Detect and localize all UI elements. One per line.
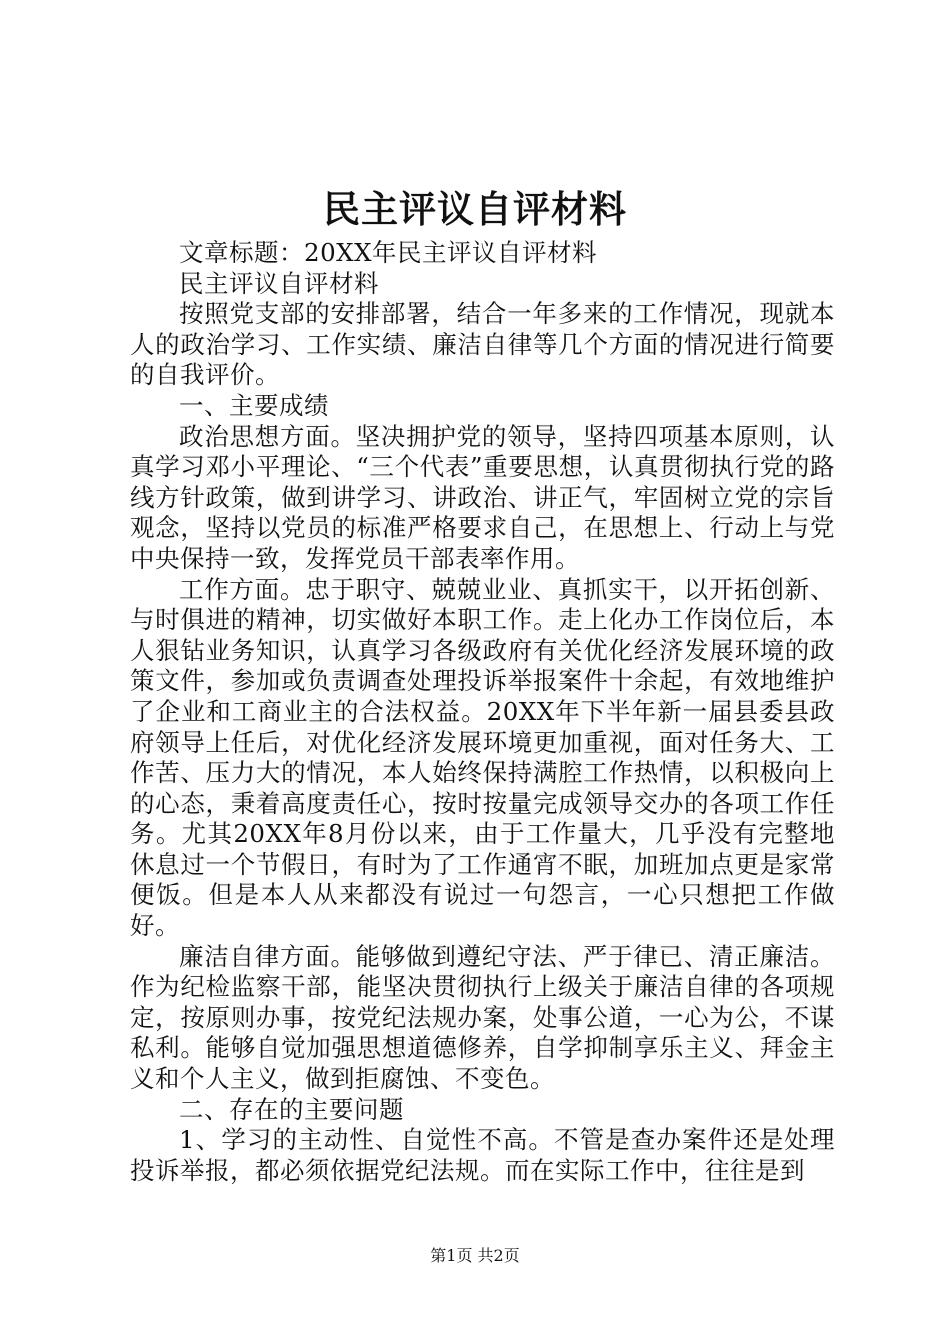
section-heading-achievements: 一、主要成绩: [179, 390, 329, 420]
work-paragraph: 工作方面。忠于职守、兢兢业业、真抓实干，以开拓创新、与时俱进的精神，切实做好本职工作。走上化办工作岗位后，本人狠钻业务知识，认真学习各级政府有关优化经济发展环境的政策文件，参加或负责调查处理投诉举报案件十余起，有效地维护了企业和工商业主的合法权益。20XX年下半年新一届县委县政府领导上任后，对优化经济发展环境更加重视，面对任务大、工作苦、压力大的情况，本人始终保持满腔工作热情，以积极向上的心态，秉着高度责任心，按时按量完成领导交办的各项工作任务。尤其20XX年8月份以来，由于工作量大，几乎没有完整地休息过一个节假日，有时为了工作通宵不眠，加班加点更是家常便饭。但是本人从来都没有说过一句怨言，一心只想把工作做好。: [130, 574, 835, 941]
section-heading-problems: 二、存在的主要问题: [179, 1094, 404, 1124]
political-paragraph: 政治思想方面。坚决拥护党的领导，坚持四项基本原则，认真学习邓小平理论、“三个代表”重要思想，认真贯彻执行党的路线方针政策，做到讲学习、讲政治、讲正气，牢固树立党的宗旨观念，坚持以党员的标准严格要求自己，在思想上、行动上与党中央保持一致，发挥党员干部表率作用。: [130, 421, 835, 573]
problem-1-paragraph: 1、学习的主动性、自觉性不高。不管是查办案件还是处理投诉举报，都必须依据党纪法规。而在实际工作中，往往是到: [130, 1125, 835, 1185]
document-title: 民主评议自评材料: [323, 187, 627, 231]
intro-paragraph: 按照党支部的安排部署，结合一年多来的工作情况，现就本人的政治学习、工作实绩、廉洁自律等几个方面的情况进行简要的自我评价。: [130, 299, 835, 390]
page-footer: 第1页 共2页: [430, 1246, 520, 1265]
article-title-line: 文章标题：20XX年民主评议自评材料: [179, 238, 598, 267]
subtitle-line: 民主评议自评材料: [179, 268, 379, 298]
integrity-paragraph: 廉洁自律方面。能够做到遵纪守法、严于律已、清正廉洁。作为纪检监察干部，能坚决贯彻执行上级关于廉洁自律的各项规定，按原则办事，按党纪法规办案，处事公道，一心为公，不谋私利。能够自觉加强思想道德修养，自学抑制享乐主义、拜金主义和个人主义，做到拒腐蚀、不变色。: [130, 941, 835, 1094]
document-body: [130, 238, 835, 1186]
